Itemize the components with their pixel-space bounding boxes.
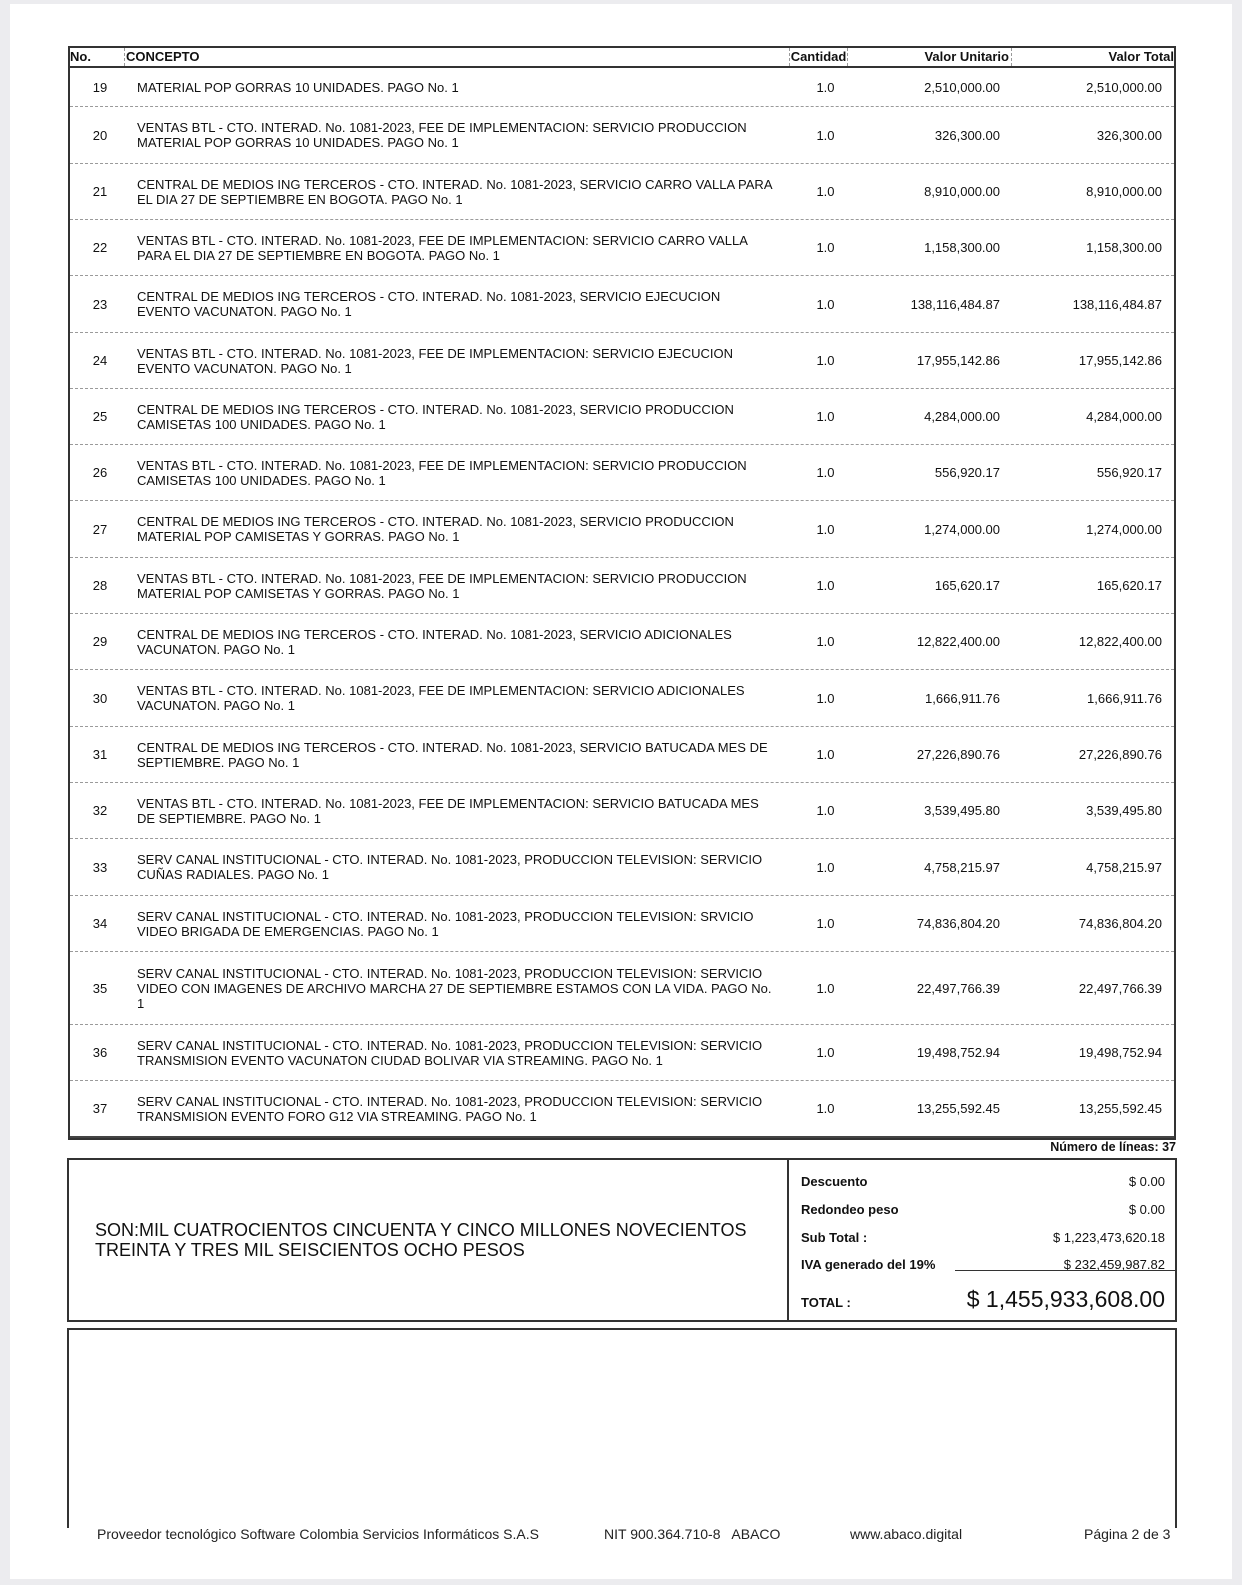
item-number: 23	[92, 296, 108, 312]
item-number: 29	[92, 634, 108, 649]
item-total-value: 4,758,215.97	[1086, 859, 1162, 875]
item-unit-value: 138,116,484.87	[910, 296, 1000, 312]
item-number: 20	[92, 127, 108, 143]
table-row	[70, 1081, 1174, 1138]
table-row	[70, 107, 1174, 164]
item-quantity: 1.0	[816, 747, 835, 762]
item-unit-value: 3,539,495.80	[924, 803, 1000, 818]
table-row	[70, 501, 1174, 558]
table-row	[70, 783, 1174, 839]
item-concept: CENTRAL DE MEDIOS ING TERCEROS - CTO. INTERAD. No. 1081-2023, SERVICIO CARRO VALLA PARA EL DIA 27 DE SEPTIEMBRE EN BOGOTA. PAGO No. 1	[137, 176, 772, 207]
discount-value: $ 0.00	[1128, 1174, 1165, 1189]
item-quantity: 1.0	[816, 690, 835, 706]
table-row	[70, 896, 1174, 952]
item-number: 36	[92, 1045, 108, 1060]
subtotal-row	[801, 1230, 1165, 1245]
item-concept: CENTRAL DE MEDIOS ING TERCEROS - CTO. INTERAD. No. 1081-2023, SERVICIO PRODUCCION MATERIAL POP CAMISETAS Y GORRAS. PAGO No. 1	[137, 514, 734, 544]
item-number: 37	[92, 1101, 108, 1116]
item-concept: VENTAS BTL - CTO. INTERAD. No. 1081-2023, FEE DE IMPLEMENTACION: SERVICIO BATUCADA MES DE SEPTIEMBRE. PAGO No. 1	[137, 795, 759, 826]
item-unit-value: 1,666,911.76	[925, 690, 1000, 706]
item-concept: VENTAS BTL - CTO. INTERAD. No. 1081-2023, FEE DE IMPLEMENTACION: SERVICIO PRODUCCION MATERIAL POP GORRAS 10 UNIDADES. PAGO No. 1	[137, 120, 747, 150]
item-quantity: 1.0	[816, 1045, 835, 1060]
item-total-value: 22,497,766.39	[1078, 980, 1162, 996]
item-quantity: 1.0	[816, 79, 835, 95]
total-divider	[955, 1270, 1175, 1271]
item-number: 21	[92, 184, 108, 199]
item-concept: VENTAS BTL - CTO. INTERAD. No. 1081-2023, FEE DE IMPLEMENTACION: SERVICIO PRODUCCION CAMISETAS 100 UNIDADES. PAGO No. 1	[137, 457, 747, 488]
item-total-value: 27,226,890.76	[1078, 747, 1162, 762]
header-concept: CONCEPTO	[124, 48, 789, 66]
item-number: 33	[92, 859, 108, 875]
subtotal-label: Sub Total :	[801, 1230, 868, 1245]
invoice-page	[10, 4, 1232, 1579]
item-concept: CENTRAL DE MEDIOS ING TERCEROS - CTO. INTERAD. No. 1081-2023, SERVICIO BATUCADA MES DE SEPTIEMBRE. PAGO No. 1	[137, 739, 768, 770]
table-row	[70, 445, 1174, 501]
item-number: 30	[92, 690, 108, 706]
item-unit-value: 17,955,142.86	[916, 353, 1000, 368]
header-unit-value: Valor Unitario	[848, 48, 1012, 66]
table-row	[70, 1025, 1174, 1081]
table-body	[70, 68, 1174, 1138]
footer-website-link[interactable]: www.abaco.digital	[850, 1526, 963, 1542]
item-total-value: 17,955,142.86	[1078, 353, 1162, 368]
item-number: 34	[92, 916, 108, 931]
table-row	[70, 670, 1174, 727]
footer-nit: NIT 900.364.710-8 ABACO	[604, 1526, 781, 1542]
item-unit-value: 2,510,000.00	[924, 79, 1000, 95]
iva-value: $ 232,459,987.82	[1063, 1257, 1165, 1272]
line-count: Número de líneas: 37	[1050, 1140, 1176, 1154]
item-total-value: 556,920.17	[1096, 465, 1162, 480]
header-quantity: Cantidad	[790, 49, 847, 64]
item-total-value: 74,836,804.20	[1078, 916, 1162, 931]
item-quantity: 1.0	[816, 240, 835, 255]
item-quantity: 1.0	[816, 184, 835, 199]
footer-provider: Proveedor tecnológico Software Colombia Servicios Informáticos S.A.S	[97, 1526, 539, 1542]
item-total-value: 3,539,495.80	[1086, 803, 1162, 818]
header-total-value: Valor Total	[1108, 49, 1174, 64]
item-concept: SERV CANAL INSTITUCIONAL - CTO. INTERAD. No. 1081-2023, PRODUCCION TELEVISION: SERVICIO VIDEO CON IMAGENES DE ARCHIVO MARCHA 27 DE SEPTIEMBRE ESTAMOS CON LA VIDA. PAGO No. 1	[137, 965, 772, 1011]
item-unit-value: 12,822,400.00	[916, 634, 1000, 649]
item-concept: VENTAS BTL - CTO. INTERAD. No. 1081-2023, FEE DE IMPLEMENTACION: SERVICIO CARRO VALLA PARA EL DIA 27 DE SEPTIEMBRE EN BOGOTA. PAGO No. 1	[137, 232, 748, 263]
total-row	[801, 1286, 1165, 1313]
item-concept: SERV CANAL INSTITUCIONAL - CTO. INTERAD. No. 1081-2023, PRODUCCION TELEVISION: SERVICIO TRANSMISION EVENTO FORO G12 VIA STREAMING. PAGO No. 1	[137, 1093, 763, 1124]
rounding-value: $ 0.00	[1128, 1202, 1165, 1217]
table-row	[70, 727, 1174, 783]
rounding-row	[801, 1202, 1165, 1217]
item-quantity: 1.0	[816, 916, 835, 931]
item-concept: SERV CANAL INSTITUCIONAL - CTO. INTERAD. No. 1081-2023, PRODUCCION TELEVISION: SRVICIO VIDEO BRIGADA DE EMERGENCIAS. PAGO No. 1	[137, 908, 754, 939]
table-row	[70, 333, 1174, 389]
item-total-value: 4,284,000.00	[1086, 409, 1162, 424]
item-total-value: 2,510,000.00	[1086, 79, 1162, 95]
item-unit-value: 4,284,000.00	[924, 409, 1000, 424]
item-number: 19	[92, 79, 108, 95]
item-unit-value: 19,498,752.94	[916, 1045, 1000, 1060]
item-total-value: 13,255,592.45	[1078, 1101, 1162, 1116]
item-unit-value: 1,274,000.00	[924, 521, 1000, 537]
item-concept: SERV CANAL INSTITUCIONAL - CTO. INTERAD. No. 1081-2023, PRODUCCION TELEVISION: SERVICIO CUÑAS RADIALES. PAGO No. 1	[137, 852, 763, 882]
table-row	[70, 68, 1174, 107]
subtotal-value: $ 1,223,473,620.18	[1052, 1230, 1165, 1245]
item-unit-value: 8,910,000.00	[924, 184, 1000, 199]
item-concept: CENTRAL DE MEDIOS ING TERCEROS - CTO. INTERAD. No. 1081-2023, SERVICIO ADICIONALES VACUNATON. PAGO No. 1	[137, 626, 732, 657]
item-number: 25	[92, 409, 108, 424]
discount-row	[801, 1174, 1165, 1189]
totals-summary-box	[67, 1158, 1177, 1322]
total-label: TOTAL :	[801, 1295, 851, 1310]
item-unit-value: 556,920.17	[934, 465, 1000, 480]
item-total-value: 165,620.17	[1096, 578, 1162, 593]
iva-label: IVA generado del 19%	[801, 1257, 936, 1272]
item-quantity: 1.0	[816, 578, 835, 593]
header-no: No.	[70, 49, 91, 64]
item-quantity: 1.0	[816, 409, 835, 424]
item-unit-value: 27,226,890.76	[916, 747, 1000, 762]
item-number: 31	[92, 747, 108, 762]
item-concept: SERV CANAL INSTITUCIONAL - CTO. INTERAD. No. 1081-2023, PRODUCCION TELEVISION: SERVICIO TRANSMISION EVENTO VACUNATON CIUDAD BOLIVAR VIA STREAMING. PAGO No. 1	[137, 1037, 763, 1068]
item-concept: VENTAS BTL - CTO. INTERAD. No. 1081-2023, FEE DE IMPLEMENTACION: SERVICIO EJECUCION EVENTO VACUNATON. PAGO No. 1	[137, 345, 733, 376]
item-total-value: 1,666,911.76	[1087, 690, 1162, 706]
notes-box	[67, 1328, 1177, 1528]
table-row	[70, 839, 1174, 896]
item-number: 32	[92, 803, 108, 818]
item-unit-value: 74,836,804.20	[916, 916, 1000, 931]
item-quantity: 1.0	[816, 859, 835, 875]
item-quantity: 1.0	[816, 980, 835, 996]
item-unit-value: 326,300.00	[934, 127, 1000, 143]
item-unit-value: 165,620.17	[934, 578, 1000, 593]
item-concept: CENTRAL DE MEDIOS ING TERCEROS - CTO. INTERAD. No. 1081-2023, SERVICIO EJECUCION EVENTO VACUNATON. PAGO No. 1	[137, 289, 721, 319]
item-quantity: 1.0	[816, 634, 835, 649]
rounding-label: Redondeo peso	[801, 1202, 899, 1217]
item-number: 22	[92, 240, 108, 255]
table-row	[70, 952, 1174, 1025]
item-quantity: 1.0	[816, 1101, 835, 1116]
total-value: $ 1,455,933,608.00	[966, 1286, 1165, 1312]
totals-panel	[789, 1160, 1175, 1320]
table-row	[70, 220, 1174, 276]
item-total-value: 1,158,300.00	[1086, 240, 1162, 255]
item-total-value: 138,116,484.87	[1072, 296, 1162, 312]
table-row	[70, 164, 1174, 220]
item-quantity: 1.0	[816, 465, 835, 480]
footer-page-number: Página 2 de 3	[1084, 1526, 1171, 1542]
item-number: 24	[92, 353, 108, 368]
item-total-value: 19,498,752.94	[1078, 1045, 1162, 1060]
item-total-value: 8,910,000.00	[1086, 184, 1162, 199]
line-items-table	[68, 46, 1176, 1140]
item-total-value: 326,300.00	[1096, 127, 1162, 143]
item-unit-value: 13,255,592.45	[916, 1101, 1000, 1116]
item-quantity: 1.0	[816, 127, 835, 143]
discount-label: Descuento	[801, 1174, 868, 1189]
item-number: 26	[92, 465, 108, 480]
item-concept: CENTRAL DE MEDIOS ING TERCEROS - CTO. INTERAD. No. 1081-2023, SERVICIO PRODUCCION CAMISETAS 100 UNIDADES. PAGO No. 1	[137, 401, 734, 432]
item-quantity: 1.0	[816, 803, 835, 818]
item-total-value: 12,822,400.00	[1078, 634, 1162, 649]
amount-in-words-text: SON:MIL CUATROCIENTOS CINCUENTA Y CINCO MILLONES NOVECIENTOS TREINTA Y TRES MIL SEISCIENTOS OCHO PESOS	[95, 1220, 747, 1260]
item-concept: VENTAS BTL - CTO. INTERAD. No. 1081-2023, FEE DE IMPLEMENTACION: SERVICIO ADICIONALES VACUNATON. PAGO No. 1	[137, 683, 745, 713]
item-number: 35	[92, 980, 108, 996]
item-number: 27	[92, 521, 108, 537]
item-quantity: 1.0	[816, 521, 835, 537]
table-row	[70, 389, 1174, 445]
table-row	[70, 276, 1174, 333]
item-unit-value: 1,158,300.00	[924, 240, 1000, 255]
item-concept: MATERIAL POP GORRAS 10 UNIDADES. PAGO No. 1	[137, 79, 459, 95]
amount-in-words	[69, 1160, 789, 1320]
table-row	[70, 558, 1174, 614]
item-concept: VENTAS BTL - CTO. INTERAD. No. 1081-2023, FEE DE IMPLEMENTACION: SERVICIO PRODUCCION MATERIAL POP CAMISETAS Y GORRAS. PAGO No. 1	[137, 570, 747, 601]
item-quantity: 1.0	[816, 296, 835, 312]
item-unit-value: 4,758,215.97	[924, 859, 1000, 875]
table-header	[70, 48, 1174, 68]
table-row	[70, 614, 1174, 670]
item-number: 28	[92, 578, 108, 593]
item-quantity: 1.0	[816, 353, 835, 368]
item-total-value: 1,274,000.00	[1086, 521, 1162, 537]
item-unit-value: 22,497,766.39	[916, 980, 1000, 996]
